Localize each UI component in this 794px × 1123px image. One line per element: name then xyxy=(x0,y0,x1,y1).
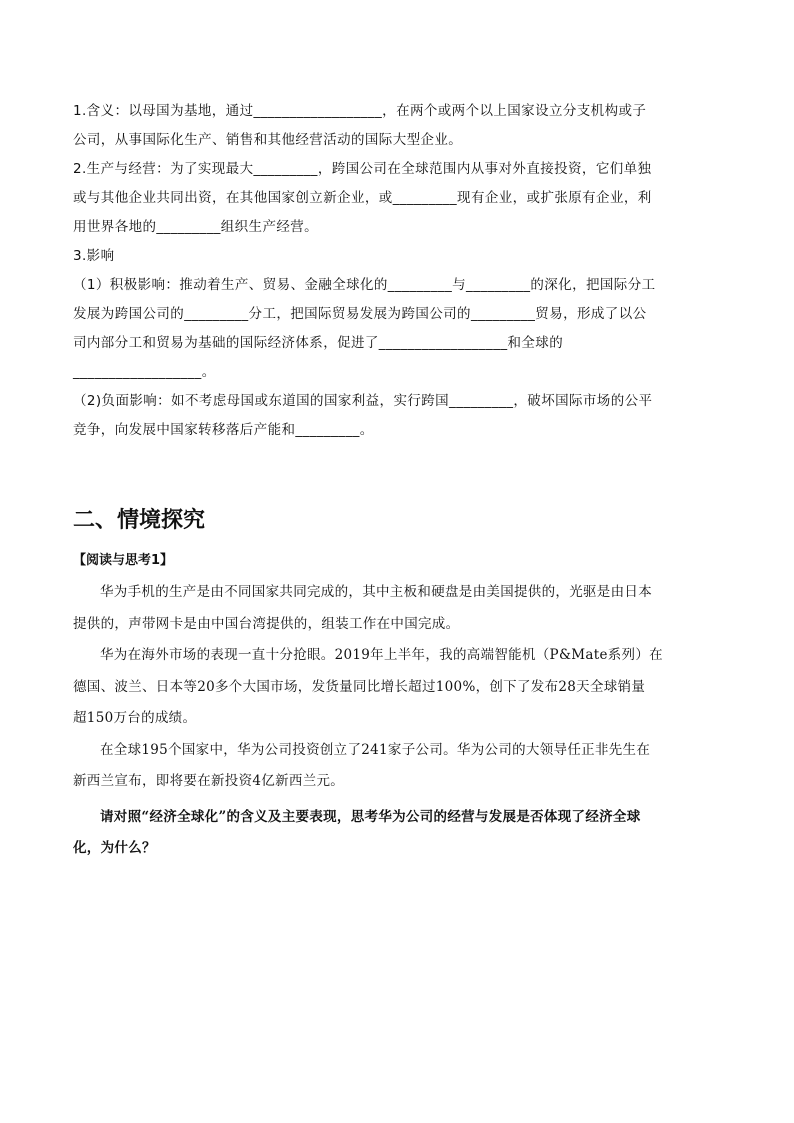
reading-tag: 【阅读与思考1】 xyxy=(73,553,174,568)
item-impact-negative-line-1: （2)负面影响：如不考虑母国或东道国的国家利益，实行跨国_________，破坏国际市场的公平 xyxy=(73,393,653,409)
section-gap xyxy=(73,445,724,503)
scenario-section xyxy=(73,503,724,865)
paragraph-production xyxy=(73,577,724,640)
paragraph-line: 提供的，声带网卡是由中国台湾提供的，组装工作在中国完成。 xyxy=(73,615,460,632)
paragraph-line: 德国、波兰、日本等20多个大国市场，发货量同比增长超过100%，创下了发布28天全球销量 xyxy=(73,678,646,695)
paragraph-line: 超150万台的成绩。 xyxy=(73,710,197,726)
item-production-line-3: 用世界各地的_________组织生产经营。 xyxy=(73,219,319,235)
item-impact-negative-line-2: 竞争，向发展中国家转移落后产能和_________。 xyxy=(73,422,374,438)
paragraph-line: 华为在海外市场的表现一直十分抢眼。2019年上半年，我的高端智能机（P&Mate系列）在 xyxy=(100,647,663,663)
paragraph-line: 在全球195个国家中，华为公司投资创立了241家子公司。华为公司的大领导任正非先生在 xyxy=(100,741,651,758)
paragraph-line: 华为手机的生产是由不同国家共同完成的，其中主板和硬盘是由美国提供的，光驱是由日本 xyxy=(100,584,652,600)
item-impact-positive-line-2: 发展为跨国公司的_________分工，把国际贸易发展为跨国公司的_________贸易，形成了以公 xyxy=(73,306,647,322)
item-impact-title: 3.影响 xyxy=(73,248,115,264)
item-definition-line-1: 1.含义：以母国为基地，通过__________________，在两个或两个以上国家设立分支机构或子 xyxy=(73,103,647,119)
question-line: 化，为什么？ xyxy=(73,840,156,856)
question xyxy=(73,802,724,865)
item-impact-positive-line-3: 司内部分工和贸易为基础的国际经济体系，促进了__________________和全球的 xyxy=(73,335,564,351)
item-definition-line-2: 公司，从事国际化生产、销售和其他经营活动的国际大型企业。 xyxy=(73,132,463,148)
paragraph-investment xyxy=(73,735,724,798)
paragraph-line: 新西兰宣布，即将要在新投资4亿新西兰元。 xyxy=(73,773,345,789)
question-line: 请对照“经济全球化”的含义及主要表现，思考华为公司的经营与发展是否体现了经济全球 xyxy=(100,808,641,825)
item-production-line-1: 2.生产与经营：为了实现最大_________，跨国公司在全球范围内从事对外直接投资，它们单独 xyxy=(73,161,652,177)
paragraph-market xyxy=(73,640,724,735)
item-impact-positive-line-4: __________________。 xyxy=(73,364,216,380)
item-impact-positive-line-1: （1）积极影响：推动着生产、贸易、金融全球化的_________与_________的深化，把国际分工 xyxy=(73,277,656,293)
knowledge-section xyxy=(73,97,724,445)
section-title: 二、情境探究 xyxy=(73,507,206,533)
item-production-line-2: 或与其他企业共同出资，在其他国家创立新企业，或_________现有企业，或扩张原有企业，利 xyxy=(73,190,652,206)
